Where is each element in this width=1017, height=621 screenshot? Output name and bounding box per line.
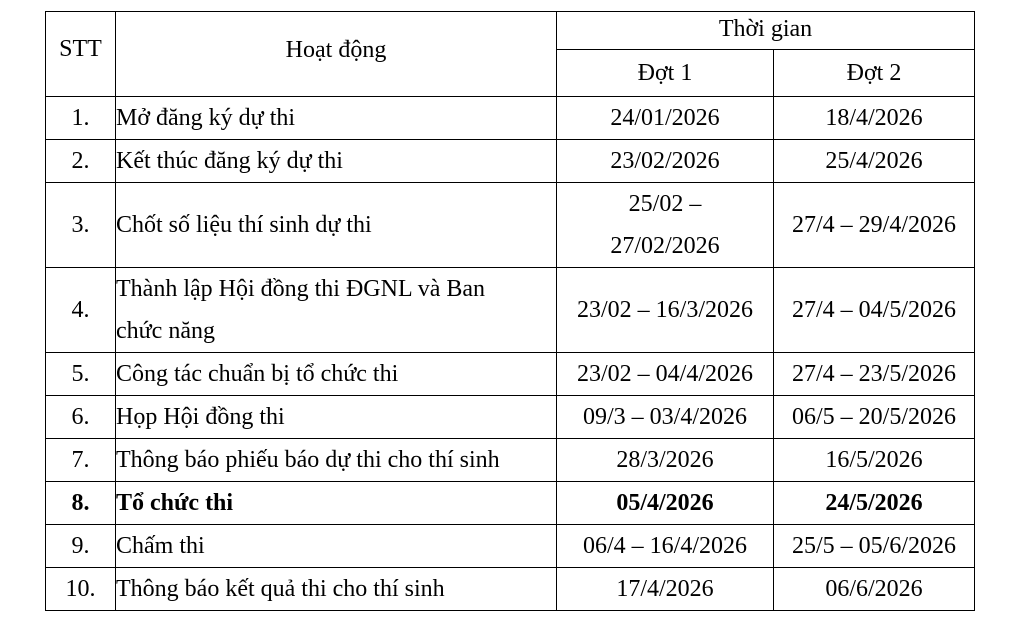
round-1-date: 09/3 – 03/4/2026 xyxy=(557,396,774,439)
table-row xyxy=(46,439,975,482)
table-row xyxy=(46,353,975,396)
table-row xyxy=(46,525,975,568)
round-1-date-line-2: 27/02/2026 xyxy=(610,233,720,259)
round-2-date: 25/5 – 05/6/2026 xyxy=(774,525,975,568)
activity-cell: Thông báo phiếu báo dự thi cho thí sinh xyxy=(116,439,557,482)
round-1-date: 05/4/2026 xyxy=(557,482,774,525)
round-1-date: 24/01/2026 xyxy=(557,97,774,140)
activity-cell: Thông báo kết quả thi cho thí sinh xyxy=(116,568,557,611)
table-row xyxy=(46,482,975,525)
row-number: 7. xyxy=(46,439,116,482)
table-row xyxy=(46,183,975,268)
round-1-date: 06/4 – 16/4/2026 xyxy=(557,525,774,568)
activity-cell: Công tác chuẩn bị tổ chức thi xyxy=(116,353,557,396)
round-1-date: 23/02 – 16/3/2026 xyxy=(557,268,774,353)
activity-line-2: chức năng xyxy=(116,318,215,344)
row-number: 3. xyxy=(46,183,116,268)
row-number: 8. xyxy=(46,482,116,525)
activity-cell xyxy=(116,268,557,353)
round-2-date: 27/4 – 29/4/2026 xyxy=(774,183,975,268)
activity-line-1: Thành lập Hội đồng thi ĐGNL và Ban xyxy=(116,276,486,302)
activity-cell: Mở đăng ký dự thi xyxy=(116,97,557,140)
header-stt: STT xyxy=(46,12,116,97)
header-row-top xyxy=(46,12,975,50)
round-2-date: 06/6/2026 xyxy=(774,568,975,611)
row-number: 2. xyxy=(46,140,116,183)
round-2-date: 24/5/2026 xyxy=(774,482,975,525)
round-1-date: 17/4/2026 xyxy=(557,568,774,611)
table-row xyxy=(46,268,975,353)
table-row xyxy=(46,97,975,140)
activity-cell: Họp Hội đồng thi xyxy=(116,396,557,439)
header-activity: Hoạt động xyxy=(116,12,557,97)
round-1-date: 23/02/2026 xyxy=(557,140,774,183)
row-number: 9. xyxy=(46,525,116,568)
activity-cell: Tổ chức thi xyxy=(116,482,557,525)
activity-cell: Chấm thi xyxy=(116,525,557,568)
round-2-date: 27/4 – 04/5/2026 xyxy=(774,268,975,353)
round-1-date: 28/3/2026 xyxy=(557,439,774,482)
round-1-date: 23/02 – 04/4/2026 xyxy=(557,353,774,396)
header-round-1: Đợt 1 xyxy=(557,50,774,97)
row-number: 4. xyxy=(46,268,116,353)
round-1-date xyxy=(557,183,774,268)
round-2-date: 25/4/2026 xyxy=(774,140,975,183)
table-row xyxy=(46,140,975,183)
schedule-table xyxy=(45,11,975,611)
activity-cell: Chốt số liệu thí sinh dự thi xyxy=(116,183,557,268)
round-2-date: 18/4/2026 xyxy=(774,97,975,140)
row-number: 10. xyxy=(46,568,116,611)
table-row xyxy=(46,568,975,611)
row-number: 5. xyxy=(46,353,116,396)
row-number: 6. xyxy=(46,396,116,439)
table-row xyxy=(46,396,975,439)
header-time: Thời gian xyxy=(557,12,975,50)
round-1-date-line-1: 25/02 – xyxy=(628,191,702,217)
header-round-2: Đợt 2 xyxy=(774,50,975,97)
row-number: 1. xyxy=(46,97,116,140)
activity-cell: Kết thúc đăng ký dự thi xyxy=(116,140,557,183)
round-2-date: 27/4 – 23/5/2026 xyxy=(774,353,975,396)
round-2-date: 06/5 – 20/5/2026 xyxy=(774,396,975,439)
round-2-date: 16/5/2026 xyxy=(774,439,975,482)
